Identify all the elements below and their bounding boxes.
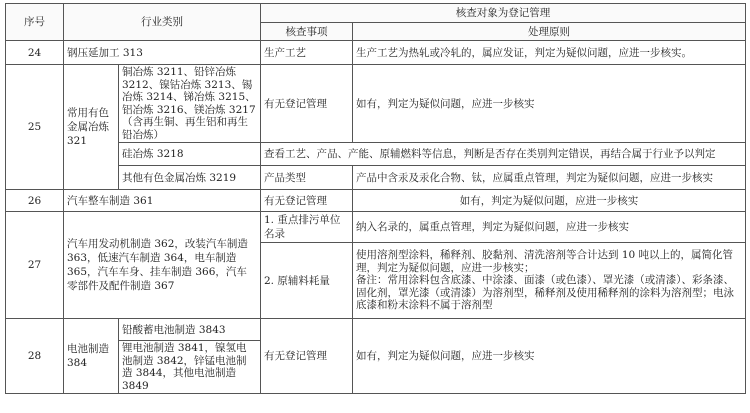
check-item-cell: 产品类型 — [261, 166, 353, 190]
row-number: 28 — [6, 319, 64, 394]
header-principle: 处理原则 — [353, 23, 746, 41]
principle-cell: 生产工艺为热轧或冷轧的，属应发证，判定为疑似问题，应进一步核实。 — [353, 41, 746, 65]
principle-cell: 纳入名录的，属重点管理，判定为疑似问题，应进一步核实 — [353, 212, 746, 243]
row-number: 24 — [6, 41, 64, 65]
check-item-cell: 1. 重点排污单位名录 — [261, 212, 353, 243]
header-check-item: 核查事项 — [261, 23, 353, 41]
sub-industry-cell: 其他有色金属冶炼 3219 — [119, 166, 261, 190]
check-item-cell: 2. 原辅料耗量 — [261, 243, 353, 319]
principle-note: 备注：常用涂料包含底漆、中涂漆、面漆（或色漆）、罩光漆（或清漆）、彩条漆、固化剂，罩光漆（或清漆）为溶剂型，稀释剂及使用稀释剂的涂料为溶剂型；电泳底漆和粉末涂料不属于溶剂型 — [356, 274, 734, 312]
industry-cell: 汽车用发动机制造 362，改装汽车制造 363，低速汽车制造 364，电车制造 365，汽车车身、挂车制造 366，汽车零部件及配件制造 367 — [64, 212, 261, 319]
principle-text: 使用溶剂型涂料，稀释剂、胶黏剂、清洗溶剂等合计达到 10 吨以上的，属简化管理，判定为疑似问题，应进一步核实； — [356, 249, 734, 274]
principle-cell: 产品中含汞及汞化合物、钛，应属重点管理，判定为疑似问题，应进一步核实 — [353, 166, 746, 190]
verification-table — [5, 3, 746, 394]
sub-industry-cell: 锂电池制造 3841，镍氢电池制造 3842，锌锰电池制造 3844，其他电池制造 3849 — [119, 341, 261, 394]
principle-cell — [353, 243, 746, 319]
table-row — [6, 65, 746, 143]
row-number: 26 — [6, 190, 64, 212]
row-number: 25 — [6, 65, 64, 190]
table-row — [6, 319, 746, 341]
check-item-cell: 有无登记管理 — [261, 319, 353, 394]
header-industry: 行业类别 — [64, 4, 261, 41]
check-item-cell: 有无登记管理 — [261, 190, 353, 212]
row-number: 27 — [6, 212, 64, 319]
industry-cell: 钢压延加工 313 — [64, 41, 261, 65]
principle-cell: 如有，判定为疑似问题，应进一步核实 — [353, 190, 746, 212]
principle-cell: 如有，判定为疑似问题，应进一步核实 — [353, 319, 746, 394]
sub-industry-cell: 铜冶炼 3211、铅锌冶炼 3212、镍钴冶炼 3213、锡冶炼 3214、锑冶炼 3215、铝冶炼 3216、镁冶炼 3217（含再生铜、再生铝和再生铅冶炼） — [119, 65, 261, 143]
check-item-cell: 有无登记管理 — [261, 65, 353, 143]
industry-group-cell: 常用有色金属冶炼 321 — [64, 65, 119, 190]
sub-industry-cell: 铅酸蓄电池制造 3843 — [119, 319, 261, 341]
table-row — [6, 190, 746, 212]
industry-cell: 汽车整车制造 361 — [64, 190, 261, 212]
check-item-cell: 生产工艺 — [261, 41, 353, 65]
industry-group-cell: 电池制造 384 — [64, 319, 119, 394]
header-group: 核查对象为登记管理 — [261, 4, 746, 23]
header-no: 序号 — [6, 4, 64, 41]
sub-industry-cell: 硅冶炼 3218 — [119, 143, 261, 166]
table-row — [6, 41, 746, 65]
merged-principle-cell: 查看工艺、产品、产能、原辅燃料等信息，判断是否存在类别判定错误，再结合属于行业予以判定 — [261, 143, 746, 166]
principle-cell: 如有，判定为疑似问题，应进一步核实 — [353, 65, 746, 143]
table-row — [6, 212, 746, 243]
header-row-1 — [6, 4, 746, 23]
